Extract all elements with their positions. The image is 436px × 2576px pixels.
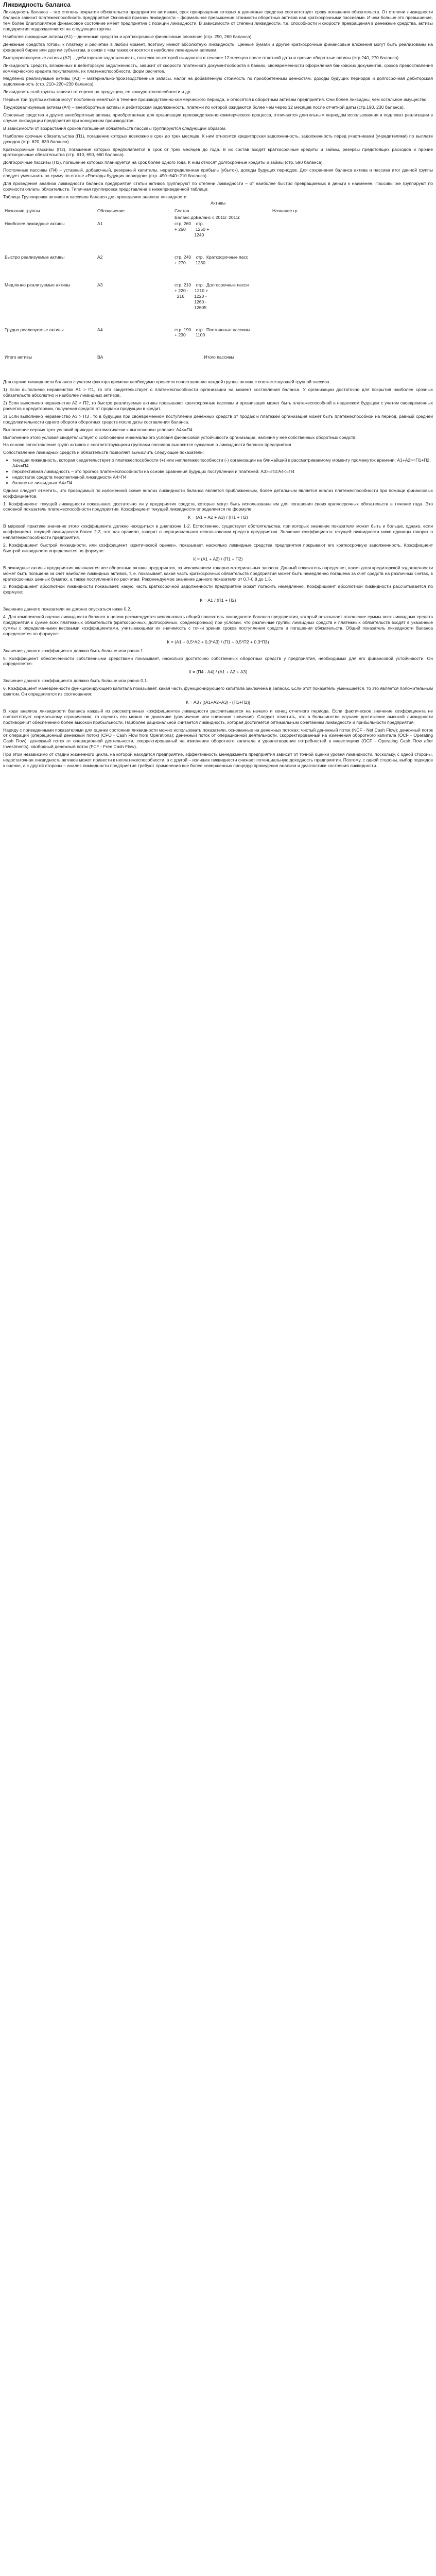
composition-line: + 250 1250 + <box>175 227 210 232</box>
row-spacer <box>3 361 433 376</box>
formula: К = А3 / [(А1+А2+А3) - (П1+П2)] <box>186 699 250 705</box>
formula: К = (П4 - А4) / (А1 + А2 + А3) <box>188 669 248 675</box>
paragraph: 3) Если выполнено неравенство А3 > П3 , то в будущем при своевременном поступлении денежных средств от продаж и платежей организация может быть платежеспособной на период, равный средней продолжительности одного оборота оборотных средств после даты составления баланса. <box>3 413 433 425</box>
composition-line: 1240 <box>175 232 204 238</box>
paragraph: Однако следует отметить, что проводимый по изложенной схеме анализ ликвидности баланса является приближенным, более детальным является анализ платежеспособности при помощи финансовых коэффициентов. <box>3 487 433 499</box>
row-spacer <box>3 239 433 254</box>
paragraph: Краткосрочные пассивы (П2), погашение которых предполагается в срок от трех месяцев до года. В их состав входят краткосрочные кредиты и займы, резервы предстоящих расходов и прочие краткосрочные обязательства (стр. 610, 650, 660 баланса). <box>3 146 433 158</box>
group-composition-cell <box>173 354 433 361</box>
paragraph: В мировой практике значение этого коэффициента должно находиться в диапазоне 1-2. Естественно, существуют обстоятельства, при которых значение показателя может быть и больше, однако, если коэффициент текущей ликвидности более 2-3, это, как правило, говорит о нерациональном использовании средств предприятия. Значение коэффициента текущей ликвидности ниже единицы говорит о неплатежеспособности предприятия. <box>3 523 433 540</box>
paragraph: Денежные средства готовы к платежу и расчетам в любой момент, поэтому имеют абсолютную ликвидность. Ценные бумаги и другие краткосрочные финансовые вложения могут быть реализованы на фондовой бирже или другим субъектам, в связи с чем также относятся к наиболее ликвидным активам. <box>3 41 433 53</box>
group-name-cell: Трудно реализуемые активы <box>5 327 64 332</box>
paragraph: Труднореализуемые активы (А4) – внеоборотные активы и дебиторская задолженность, платежи по которой ожидаются более чем через 12 месяцев после отчетной даты (стр.190, 230 баланса). <box>3 105 405 110</box>
paragraph: 6. Коэффициент маневренности функционирующего капитала показывает, какая часть функционирующего капитала заключена в запасах. Если этот показатель уменьшается, то это является положительным фактом. Он определяется из соотношения: <box>3 686 433 697</box>
group-composition-cell <box>173 327 433 339</box>
paragraph: Выполнение первых трех условий приводит автоматически к выполнению условия: А4<=П4 <box>3 427 193 432</box>
paragraph: Для проведения анализа ликвидности баланса предприятия статьи активов группируют по степени ликвидности – от наиболее быстро превращаемых в деньги к наименее. Пассивы же группируют по срочности оплаты обязательств. Типичная группировка представлена в нижеприведенной таблице: <box>3 181 433 192</box>
paragraph: В ликвидные активы предприятия включаются все оборотные активы предприятия, за исключением товарно-материальных запасов. Данный показатель определяет, какая доля кредиторской задолженности может быть погашена за счет наиболее ликвидных активов, т. е. показывает, какая часть краткосрочных обязательств предприятия может быть немедленно погашена за счет средств на различных счетах, в краткосрочных ценных бумагах, а также поступлений по расчетам. Рекомендуемое значение данного показателя от 0,7-0,8 до 1,5. <box>3 565 433 582</box>
composition-line: + 230 1100 <box>175 332 205 338</box>
group-composition-cell <box>173 282 433 311</box>
paragraph: Наиболее срочные обязательства (П1), погашение которых возможно в срок до трех месяцев. К ним относится кредиторская задолженность, задолженность перед участниками (учредителями) по выплате доходов (стр. 620, 630 баланса). <box>3 133 433 144</box>
composition-line: Итого пассивы <box>175 354 234 360</box>
paragraph: 1) Если выполнено неравенство А1 > П1, то это свидетельствует о платежеспособности организации на момент составления баланса. У организации достаточно для покрытия наиболее срочных обязательств абсолютно и наиболее ликвидных активов. <box>3 387 433 398</box>
group-code-cell: А3 <box>97 282 103 288</box>
table-cell: Баланс.доБаланс с 2011г. 2011г. <box>175 214 241 220</box>
paragraph: Для оценки ликвидности баланса с учетом фактора времени необходимо провести сопоставление каждой группы актива с соответствующей группой пассива. <box>3 379 330 385</box>
composition-line: + 270 1230 <box>175 260 205 266</box>
column-header: Обозначение <box>97 208 125 213</box>
row-spacer <box>3 266 433 282</box>
formula: К = А1 / (П1 + П2) <box>200 598 236 603</box>
group-name-cell: Наиболее ликвидные активы <box>5 221 65 227</box>
paragraph: Значение данного коэффициента должно быть больше или равно 0,1. <box>3 678 148 684</box>
paragraph: Наряду с приведенными показателями для оценки состояния ликвидности можно использовать показатели, основанные на денежных потоках: чистый денежный поток (NCF - Net Cash Flow); денежный поток от операций (операционный денежный поток) (CFO - Cash Flow from Operations); денежный поток от операционной деятельности, скорректированный на изменения оборотного капитала (OCF - Operating Cash Flow); денежный поток от операционной деятельности, скорректированный на изменение оборотного капитала и удовлетворение потребностей в инвестициях (OCF - Operating Cash Flow after Investments); свободный денежный поток (FCF - Free Cash Flow). <box>3 727 433 750</box>
indicator-list <box>3 457 433 486</box>
paragraph: Значение данного показателя не должно опускаться ниже 0,2. <box>3 606 131 612</box>
paragraph: 5. Коэффициент обеспеченности собственными средствами показывает, насколько достаточно собственных оборотных средств у предприятия, необходимых для его финансовой устойчивости. Он определяется: <box>3 655 433 667</box>
composition-line: 216 1220 - <box>175 293 207 299</box>
formula: К = (А1 + А2) / (П1 + П2) <box>193 556 243 562</box>
list-item: • текущая ликвидность, которая свидетельствует о платежеспособности (+) или неплатежеспособности (-) организации на ближайший к рассматриваемому моменту промежуток времени: А1+А2>=П1+П2; А4<=П4 <box>12 457 433 469</box>
paragraph: Сопоставление ликвидных средств и обязательств позволяет вычислить следующие показатели: <box>3 450 204 455</box>
paragraph: В ходе анализа ликвидности баланса каждый из рассмотренных коэффициентов ликвидности рассчитывается на начало и конец отчетного периода. Если фактическое значение коэффициента не соответствует нормальному ограничению, то оценить его можно по динамике (увеличение или снижение значения). Следует отметить, что в большинстве случаев достижение высокой ликвидности противоречит обеспечению более высокой прибыльности. Наиболее рациональной считается ликвидность, которая достигается оптимальным сочетанием ликвидности и прибыльности предприятия. <box>3 708 433 725</box>
list-item: • недостаток средств перспективной ликвидности А4>П4 <box>12 474 433 480</box>
paragraph: Ликвидность баланса – это степень покрытия обязательств предприятия активами, срок превращения которых в денежные средства соответствует сроку погашения обязательств. От степени ликвидности баланса зависит платежеспособность предприятия Основной признак ликвидности – формальное превышение стоимости оборотных активов над краткосрочными пассивами. И чем больше это превышение, тем более благоприятное финансовое состояние имеет предприятие с позиции ликвидности. В зависимости от степени ликвидности, т.е. способности и скорости превращения в денежные средства, активы предприятия подразделяются на следующие группы. <box>3 9 433 32</box>
group-name-cell: Итого активы <box>5 354 32 360</box>
paragraph: Основные средства и другие внеоборотные активы, приобретаемые для организации производственно-коммерческого процесса, отличаются длительным периодом использования и подлежат реализации в случае ликвидации предприятия при конкурсном производстве. <box>3 112 433 123</box>
paragraph: Выполнение этого условия свидетельствует о соблюдении минимального условия финансовой устойчивости организации, наличия у нее собственных оборотных средств. <box>3 434 357 440</box>
composition-line: стр. 190 стр. Постоянные пассивы <box>175 327 250 332</box>
table-header-row <box>3 208 433 214</box>
paragraph: Первые три группы активов могут постоянно меняться в течение производственно-коммерческого периода, и относятся к оборотным активам предприятия. Они более ликвидны, чем остальное имущество. <box>3 97 428 103</box>
composition-line: 12605 <box>175 304 207 310</box>
paragraph: Наиболее ликвидные активы (А1) – денежные средства и краткосрочные финансовые вложения (стр. 250, 260 баланса); <box>3 34 253 40</box>
paragraph: Ликвидность средств, вложенных в дебиторскую задолженность, зависит от скорости платежного документооборота в банках, своевременности оформления банковских документов, сроков предоставления коммерческого кредита покупателям, их платежеспособности, форм расчетов. <box>3 62 433 74</box>
column-header: Состав <box>175 208 189 213</box>
grouping-table <box>3 208 433 377</box>
paragraph: Быстрореализуемые активы (А2) – дебиторская задолженность, платежи по которой ожидаются в течение 12 месяцев после отчетной даты и прочие оборотные активы (стр.240, 270 баланса). <box>3 55 400 60</box>
composition-line: 1260 - <box>175 299 207 304</box>
analysis-section <box>3 379 433 455</box>
group-name-cell: Медленно реализуемые активы <box>5 282 71 288</box>
table-subheader: Активы <box>210 200 226 206</box>
composition-line: + 220 - 1210 + <box>175 287 208 293</box>
row-spacer <box>3 311 433 327</box>
paragraph: В зависимости от возрастания сроков погашения обязательств пассивы группируются следующим образом. <box>3 125 226 131</box>
paragraph: 4. Для комплексной оценки ликвидности баланса в целом рекомендуется использовать общий показатель ликвидности баланса предприятия, который показывает отношение суммы всех ликвидных средств предприятия к сумме всех платежных обязательств (краткосрочных, долгосрочных, среднесрочных) при условии, что различные группы ликвидных средств и платежных обязательств входят в указанные суммы с определенными весовыми коэффициентами, учитывающими их значимость с точки зрения сроков поступления средств и погашения обязательств. Общий показатель ликвидности баланса определяется по формуле: <box>3 614 433 636</box>
list-item: • баланс не ликвидным А4>П4 <box>12 480 433 486</box>
paragraph: Постоянные пассивы (П4) – уставный, добавочный, резервный капиталы, нераспределенная прибыль (убыток), доходы будущих периодов. Для сохранения баланса актива и пассива итог данной группы следует уменьшить на сумму по статье «Расходы будущих периодов» (стр. 490+640+210 баланса). <box>3 167 433 179</box>
paragraph: 1. Коэффициент текущей ликвидности показывает, достаточно ли у предприятия средств, которые могут быть использованы им для погашения своих краткосрочных обязательств в течение года. Это основной показатель платежеспособности предприятия. Коэффициент текущей ликвидности определяется по формуле: <box>3 501 433 512</box>
composition-line: стр. 240 стр. Краткосрочные пасс <box>175 255 249 260</box>
list-item: • перспективная ликвидность – это прогноз платежеспособности на основе сравнения будущих поступлений и платежей: А3>=П3;А4<=П4 <box>12 469 433 474</box>
paragraph: 2) Если выполнено неравенство А2 > П2, то быстро реализуемые активы превышают краткосрочные пассивы и организация может быть платежеспособной в недалеком будущем с учетом своевременных расчетов с кредиторами, получения средств от продажи продукции в кредит. <box>3 400 433 411</box>
paragraph: Ликвидность этой группы зависит от спроса на продукцию, ее конкурентоспособности и др. <box>3 89 191 95</box>
formula: К = (А1 + А2 + А3) / (П1 + П2) <box>188 515 248 520</box>
table-row <box>3 221 433 239</box>
column-header: Название гр <box>272 208 298 213</box>
table-note-row <box>3 214 433 221</box>
group-composition-cell <box>173 254 433 266</box>
paragraph: 2. Коэффициент быстрой ликвидности, или коэффициент «критической оценки», показывает, насколько ликвидные средства предприятия покрывают его краткосрочную задолженность. Коэффициент быстрой ликвидности определяется по формуле: <box>3 543 433 553</box>
paragraph: 3. Коэффициент абсолютной ликвидности показывает, какую часть краткосрочной задолженности предприятие может погасить немедленно. Коэффициент абсолютной ликвидности рассчитывается по формуле: <box>3 584 433 595</box>
group-code-cell: А1 <box>97 221 103 227</box>
group-code-cell: ВА <box>97 354 103 360</box>
page-title: Ликвидность баланса <box>3 1 71 8</box>
table-row <box>3 254 433 266</box>
document-page <box>0 0 436 775</box>
intro-section <box>3 9 433 192</box>
paragraph: При этом независимо от стадии жизненного цикла, на которой находится предприятие, эффективность менеджмента предприятия зависит от точной оценки уровня ликвидности, поскольку, с одной стороны, недостаточная ликвидность активов может привести к неплатежеспособности, а с другой – излишек ликвидности снижает потенциальную доходность предприятия. Поэтому, с одной стороны, выбор подходов к оценке, а с другой стороны – анализ ликвидности предприятия требуют применения все более совершенных процедур проведения анализа и диагностики состояния ликвидности. <box>3 752 433 769</box>
paragraph: Долгосрочные пассивы (П3), погашение которых планируется на срок более одного года. К ним относят долгосрочные кредиты и займы (стр. 590 баланса). <box>3 160 324 165</box>
group-code-cell: А2 <box>97 255 103 260</box>
closing-section <box>3 708 433 769</box>
group-code-cell: А4 <box>97 327 103 332</box>
table-row <box>3 327 433 339</box>
formula: К = (А1 + 0,5*А2 + 0,3*А3) / (П1 + 0,5*П2 + 0,3*П3) <box>167 639 269 645</box>
table-body <box>3 221 433 376</box>
paragraph: На основе сопоставления групп активов с соответствующими группами пассивов выносится суждение о ликвидности баланса предприятия <box>3 442 291 448</box>
coefficients-section <box>3 488 433 705</box>
table-row <box>3 282 433 311</box>
paragraph: Медленно реализуемые активы (А3) – материально-производственные запасы, налог на добавленную стоимость по приобретенным ценностям, доходы будущих периодов и долгосрочная дебиторская задолженность (стр. 210+220+230 баланса). <box>3 76 433 87</box>
group-composition-cell <box>173 221 433 239</box>
composition-line: стр. 260 стр. <box>175 221 204 227</box>
paragraph: Значение данного коэффициента должно быть больше или равно 1. <box>3 648 145 653</box>
row-spacer <box>3 338 433 354</box>
table-caption: Таблица Группировка активов и пассивов баланса для проведения анализа ликвидности <box>3 194 187 199</box>
group-name-cell: Быстро реализуемые активы <box>5 255 65 260</box>
column-header: Название группы <box>5 208 40 213</box>
composition-line: стр. 210 стр. Долгосрочные пасси <box>175 282 249 288</box>
table-row <box>3 354 433 361</box>
